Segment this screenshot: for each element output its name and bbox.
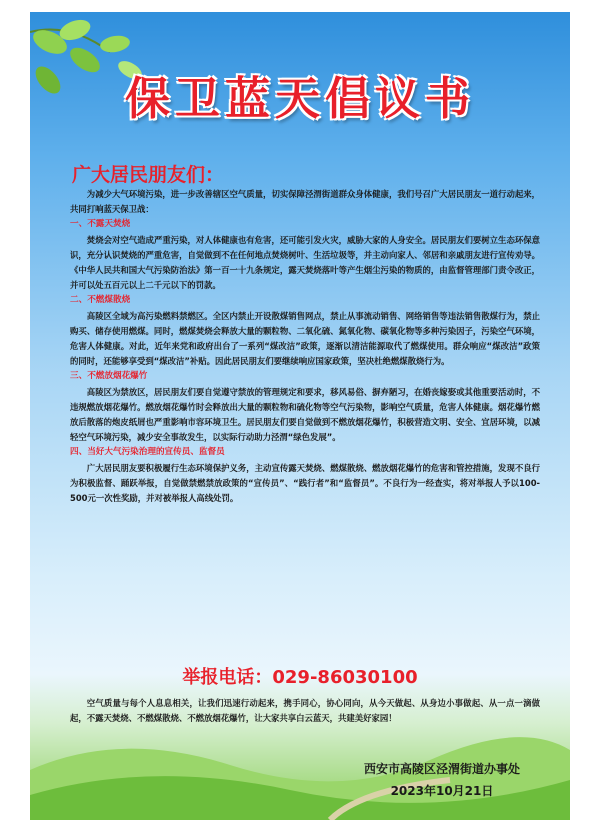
- section-4-heading: 四、当好大气污染治理的宣传员、监督员: [70, 447, 225, 458]
- intro-paragraph: 为减少大气环境污染，进一步改善辖区空气质量，切实保障泾渭街道群众身体健康，我们号召广大居民朋友一道行动起来，共同打响蓝天保卫战：: [70, 189, 540, 215]
- poster: [30, 12, 570, 820]
- section-3-text: 高陵区为禁放区，居民朋友们要自觉遵守禁放的管理规定和要求，移风易俗、摒弃陋习，在婚丧嫁娶或其他重要活动时，不违规燃放烟花爆竹。燃放烟花爆竹时会释放出大量的颗粒物和硫化物等空气污染物，影响空气质量，危害人体健康。烟花爆竹燃放后散落的炮皮纸屑也严重影响市容环境卫生。居民朋友们要自觉做到不燃放烟花爆竹，积极营造文明、安全、宜居环境，以减轻空气环境污染，减少安全事故发生，以实际行动助力泾渭“绿色发展”。: [70, 386, 540, 443]
- section-2-text: 高陵区全域为高污染燃料禁燃区。全区内禁止开设散煤销售网点，禁止从事流动销售、网络销售等违法销售散煤行为，禁止购买、储存使用燃煤。同时，燃煤焚烧会释放大量的颗粒物、二氧化硫、氮氧化物、碳氧化物等多种污染因子，污染空气环境，危害人体健康。对此，近年来党和政府出台了一系列“煤改洁”政策，逐渐以清洁能源取代了燃煤使用。群众响应“煤改洁”政策的同时，还能够享受到“煤改洁”补贴。因此居民朋友们要继续响应国家政策，坚决杜绝燃煤散烧行为。: [70, 310, 540, 367]
- poster-title: 保卫蓝天倡议书: [124, 72, 475, 125]
- signature-org: 西安市高陵区泾渭街道办事处: [363, 762, 520, 776]
- section-2-heading: 二、不燃煤散烧: [70, 295, 131, 306]
- section-1-text: 焚烧会对空气造成严重污染，对人体健康也有危害，还可能引发火灾，威胁大家的人身安全。居民朋友们要树立生态环保意识，充分认识焚烧的严重危害，自觉做到不在任何地点焚烧树叶、生活垃圾等，并主动向家人、邻居和亲戚朋友进行宣传劝导。《中华人民共和国大气污染防治法》第一百一十九条规定，露天焚烧落叶等产生烟尘污染的物质的，由监督管理部门责令改正，并可以处五百元以上二千元以下的罚款。: [70, 234, 540, 291]
- closing-paragraph: 空气质量与每个人息息相关，让我们迅速行动起来，携手同心，协心同向，从今天做起、从身边小事做起、从一点一滴做起，不露天焚烧、不燃煤散烧、不燃放烟花爆竹，让大家共享白云蓝天，共建美好家园！: [70, 698, 540, 724]
- section-1-heading: 一、不露天焚烧: [70, 219, 131, 230]
- signature-block: [364, 758, 520, 802]
- body-text: [70, 187, 540, 506]
- signature-date: 2023年10月21日: [390, 784, 494, 798]
- section-4-text: 广大居民朋友要积极履行生态环境保护义务，主动宣传露天焚烧、燃煤散烧、燃放烟花爆竹的危害和管控措施，发现不良行为积极监督、踊跃举报，自觉做禁燃禁放政策的“宣传员”、“践行者”和“监督员”。不良行为一经查实，将对举报人予以100-500元一次性奖励，并对被举报人高线处罚。: [70, 462, 540, 504]
- report-phone: 举报电话：029-86030100: [182, 667, 418, 688]
- greeting: 广大居民朋友们：: [72, 164, 225, 186]
- section-3-heading: 三、不燃放烟花爆竹: [70, 371, 148, 382]
